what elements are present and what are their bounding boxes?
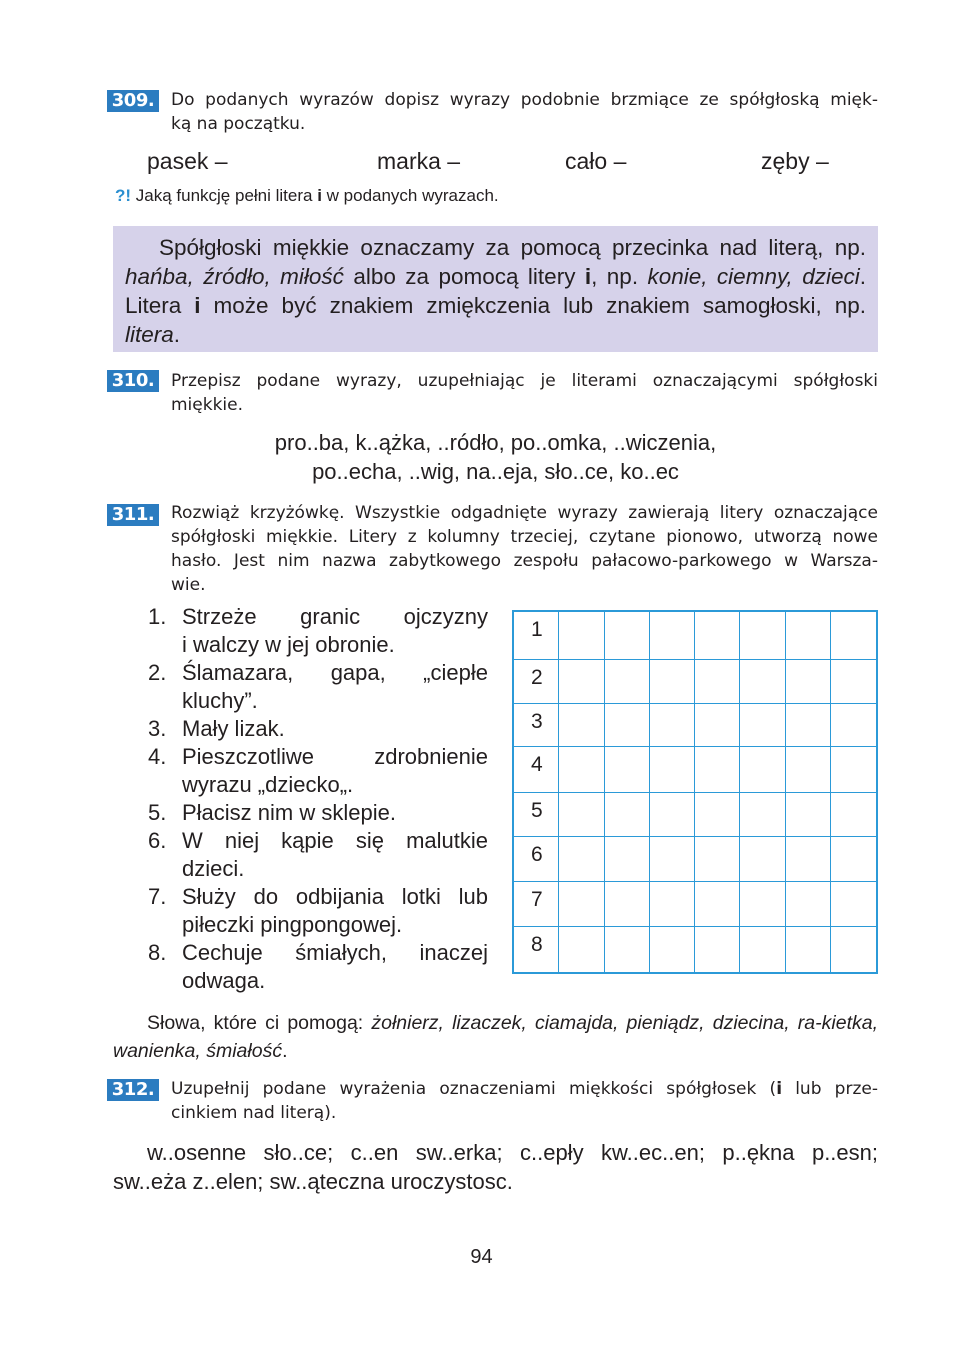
clue-6: [148, 827, 488, 883]
clue-5: [148, 799, 488, 827]
instruction-part: Uzupełnij podane wyrażenia oznaczeniami miękkości spółgłosek (: [171, 1079, 777, 1099]
helper-word-list: żołnierz, lizaczek, ciamajda, pieniądz, dziecina, ra-kietka, wanienka, śmiałość: [113, 1012, 878, 1062]
instruction-line: Do podanych wyrazów dopisz wyrazy podobnie brzmiące ze spółgłoską mięk-: [171, 90, 878, 110]
crossword-row-number: 2: [531, 666, 543, 690]
crossword-cell[interactable]: [605, 704, 650, 748]
clue-text: wyrazu „dziecko„.: [182, 772, 354, 797]
crossword-cell[interactable]: [514, 882, 559, 927]
crossword-cell[interactable]: [650, 793, 695, 838]
crossword-cell[interactable]: [740, 882, 785, 927]
exercise-number-309: 309.: [107, 90, 159, 112]
hint-text-a: Jaką funkcję pełni litera: [131, 186, 318, 205]
crossword-cell[interactable]: [559, 660, 604, 704]
crossword-cell[interactable]: [605, 882, 650, 927]
crossword-cell[interactable]: [605, 927, 650, 972]
crossword-cell[interactable]: [559, 927, 604, 972]
rule-part: .: [173, 322, 181, 347]
word-zeby: zęby –: [761, 148, 829, 174]
clue-text: i walczy w jej obronie.: [182, 632, 395, 657]
crossword-row-number: 3: [531, 709, 543, 733]
instruction-line: Przepisz podane wyrazy, uzupełniając je literami oznaczającymi spółgłoski: [171, 371, 878, 391]
crossword-cell[interactable]: [695, 660, 740, 704]
crossword-cell[interactable]: [559, 612, 604, 660]
crossword-cell[interactable]: [695, 927, 740, 972]
rule-part: Spółgłoski miękkie oznaczamy za pomocą przecinka nad literą, np.: [159, 235, 866, 260]
page-number: 94: [470, 1246, 493, 1268]
crossword-cell[interactable]: [650, 704, 695, 748]
instruction-line: Rozwiąż krzyżówkę. Wszystkie odgadnięte wyrazy zawierają litery oznaczające: [171, 503, 878, 523]
crossword-cell[interactable]: [650, 660, 695, 704]
crossword-cell[interactable]: [695, 612, 740, 660]
crossword-cell[interactable]: [650, 747, 695, 793]
instruction-line: hasło. Jest nim nazwa zabytkowego zespołu pałacowo-parkowego w Warsza-: [171, 551, 878, 571]
clue-number: 7.: [148, 884, 167, 909]
crossword-cell[interactable]: [831, 927, 876, 972]
crossword-cell[interactable]: [605, 660, 650, 704]
crossword-cell[interactable]: [605, 747, 650, 793]
word-marka: marka –: [377, 148, 461, 174]
instruction-line: cinkiem nad literą).: [171, 1103, 337, 1123]
crossword-cell[interactable]: [559, 747, 604, 793]
clue-number: 3.: [148, 716, 167, 741]
crossword-cell[interactable]: [831, 704, 876, 748]
crossword-cell[interactable]: [740, 747, 785, 793]
rule-part: albo za pomocą litery: [343, 264, 585, 289]
exercise-309-instruction: [171, 88, 878, 136]
crossword-cell[interactable]: [831, 793, 876, 838]
exercise-311-instruction: [171, 501, 878, 597]
exercise-number-312: 312.: [107, 1079, 159, 1101]
clue-text: Płacisz nim w sklepie.: [182, 800, 396, 825]
crossword-cell[interactable]: [559, 837, 604, 882]
crossword-cell[interactable]: [831, 612, 876, 660]
question-exclamation-icon: ?!: [115, 186, 132, 205]
crossword-cell[interactable]: [514, 747, 559, 793]
crossword-row-number: 5: [531, 798, 543, 822]
clue-text: W niej kąpie się malutkie: [182, 828, 488, 853]
clue-text: Mały lizak.: [182, 716, 285, 741]
crossword-cell[interactable]: [786, 927, 831, 972]
crossword-cell[interactable]: [605, 793, 650, 838]
crossword-grid: [512, 610, 878, 974]
crossword-cell[interactable]: [786, 747, 831, 793]
clue-text: Cechuje śmiałych, inaczej: [182, 940, 488, 965]
crossword-cell[interactable]: [740, 612, 785, 660]
clue-number: 1.: [148, 604, 167, 629]
rule-letter: i: [584, 264, 592, 289]
instruction-line: spółgłoski miękkie. Litery z kolumny trzeciej, czytane pionowo, utworzą nowe: [171, 527, 878, 547]
exercise-310-words-line-1: pro..ba, k..ążka, ..ródło, po..omka, ..wiczenia,: [274, 430, 717, 455]
rule-example: litera: [125, 322, 174, 347]
clue-text: Strzeże granic ojczyzny: [182, 604, 488, 629]
clue-text: Służy do odbijania lotki lub: [182, 884, 488, 909]
clue-text: odwaga.: [182, 968, 266, 993]
crossword-cell[interactable]: [650, 927, 695, 972]
clue-text: dzieci.: [182, 856, 245, 881]
rule-part: . Litera: [125, 264, 866, 318]
crossword-cell[interactable]: [650, 882, 695, 927]
instruction-line: wie.: [171, 575, 206, 595]
crossword-cell[interactable]: [695, 837, 740, 882]
crossword-cell[interactable]: [559, 704, 604, 748]
crossword-cell[interactable]: [514, 793, 559, 838]
crossword-cell[interactable]: [786, 660, 831, 704]
clue-2: [148, 659, 488, 715]
crossword-cell[interactable]: [831, 747, 876, 793]
crossword-cell[interactable]: [514, 704, 559, 748]
instruction-part: lub prze-: [782, 1079, 878, 1099]
crossword-cell[interactable]: [605, 837, 650, 882]
crossword-cell[interactable]: [695, 793, 740, 838]
clue-text: kluchy”.: [182, 688, 258, 713]
exercise-312-instruction: [171, 1077, 878, 1125]
clue-number: 8.: [148, 940, 167, 965]
rule-text: [125, 233, 866, 349]
rule-example: hańba, źródło, miłość: [125, 264, 344, 289]
crossword-row-number: 8: [531, 933, 543, 957]
crossword-cell[interactable]: [786, 704, 831, 748]
hint-letter: i: [317, 186, 322, 205]
rule-box: [113, 226, 878, 352]
crossword-cell[interactable]: [786, 793, 831, 838]
crossword-cell[interactable]: [650, 612, 695, 660]
helper-end: .: [282, 1040, 288, 1062]
clue-text: Ślamazara, gapa, „ciepłe: [182, 660, 488, 685]
instruction-line: ką na początku.: [171, 114, 306, 134]
rule-letter: i: [194, 293, 201, 318]
crossword-cell[interactable]: [559, 882, 604, 927]
crossword-cell[interactable]: [559, 793, 604, 838]
crossword-cell[interactable]: [740, 704, 785, 748]
helper-label: Słowa, które ci pomogą:: [147, 1012, 372, 1034]
clue-1: [148, 603, 488, 659]
crossword-cell[interactable]: [650, 837, 695, 882]
rule-example: konie, ciemny, dzieci: [647, 264, 860, 289]
helper-words: [113, 1009, 878, 1065]
exercise-number-311: 311.: [107, 504, 159, 526]
clue-text: Pieszczotliwe zdrobnienie: [182, 744, 488, 769]
crossword-row-number: 6: [531, 843, 543, 867]
exercise-310-instruction: [171, 369, 878, 417]
crossword-cell[interactable]: [831, 660, 876, 704]
crossword-row-number: 7: [531, 888, 543, 911]
crossword-cell[interactable]: [831, 837, 876, 882]
clue-8: [148, 939, 488, 995]
clue-4: [148, 743, 488, 799]
instruction-line: miękkie.: [171, 395, 244, 415]
crossword-cell[interactable]: [786, 837, 831, 882]
clue-number: 6.: [148, 828, 167, 853]
instruction-line: [171, 1077, 878, 1101]
crossword-cell[interactable]: [514, 612, 559, 660]
crossword-cell[interactable]: [695, 882, 740, 927]
crossword-cell[interactable]: [740, 660, 785, 704]
crossword-row-number: 1: [531, 618, 543, 641]
crossword-cell[interactable]: [514, 927, 559, 972]
crossword-cell[interactable]: [740, 927, 785, 972]
rule-part: może być znakiem zmiękczenia lub znakiem samogłoski, np.: [200, 293, 866, 318]
crossword-cell[interactable]: [831, 882, 876, 927]
crossword-cell[interactable]: [786, 882, 831, 927]
crossword-clues: [148, 603, 488, 995]
hint-text-b: w podanych wyrazach.: [321, 186, 499, 205]
crossword-cell[interactable]: [514, 837, 559, 882]
crossword-row-number: 4: [531, 753, 543, 777]
word-calo: cało –: [565, 148, 627, 174]
word-pasek: pasek –: [147, 148, 228, 174]
instruction-letter: i: [776, 1079, 783, 1099]
crossword-cell[interactable]: [514, 660, 559, 704]
question-hint: [115, 186, 499, 206]
crossword-cell[interactable]: [695, 747, 740, 793]
rule-part: , np.: [591, 264, 648, 289]
clue-7: [148, 883, 488, 939]
crossword-cell[interactable]: [740, 793, 785, 838]
clue-3: [148, 715, 488, 743]
crossword-cell[interactable]: [695, 704, 740, 748]
clue-number: 5.: [148, 800, 167, 825]
exercise-number-310: 310.: [107, 370, 159, 392]
crossword-cell[interactable]: [605, 612, 650, 660]
crossword-cell[interactable]: [786, 612, 831, 660]
crossword-cell[interactable]: [740, 837, 785, 882]
exercise-310-words-line-2: po..echa, ..wig, na..eja, sło..ce, ko..ec: [312, 459, 679, 484]
exercise-312-text: w..osenne sło..ce; c..en sw..erka; c..epły kw..ec..en; p..ękna p..esn; sw..eża z..elen; sw..ąteczna uroczystosc.: [113, 1140, 878, 1194]
clue-number: 4.: [148, 744, 167, 769]
clue-text: piłeczki pingpongowej.: [182, 912, 403, 937]
clue-number: 2.: [148, 660, 167, 685]
